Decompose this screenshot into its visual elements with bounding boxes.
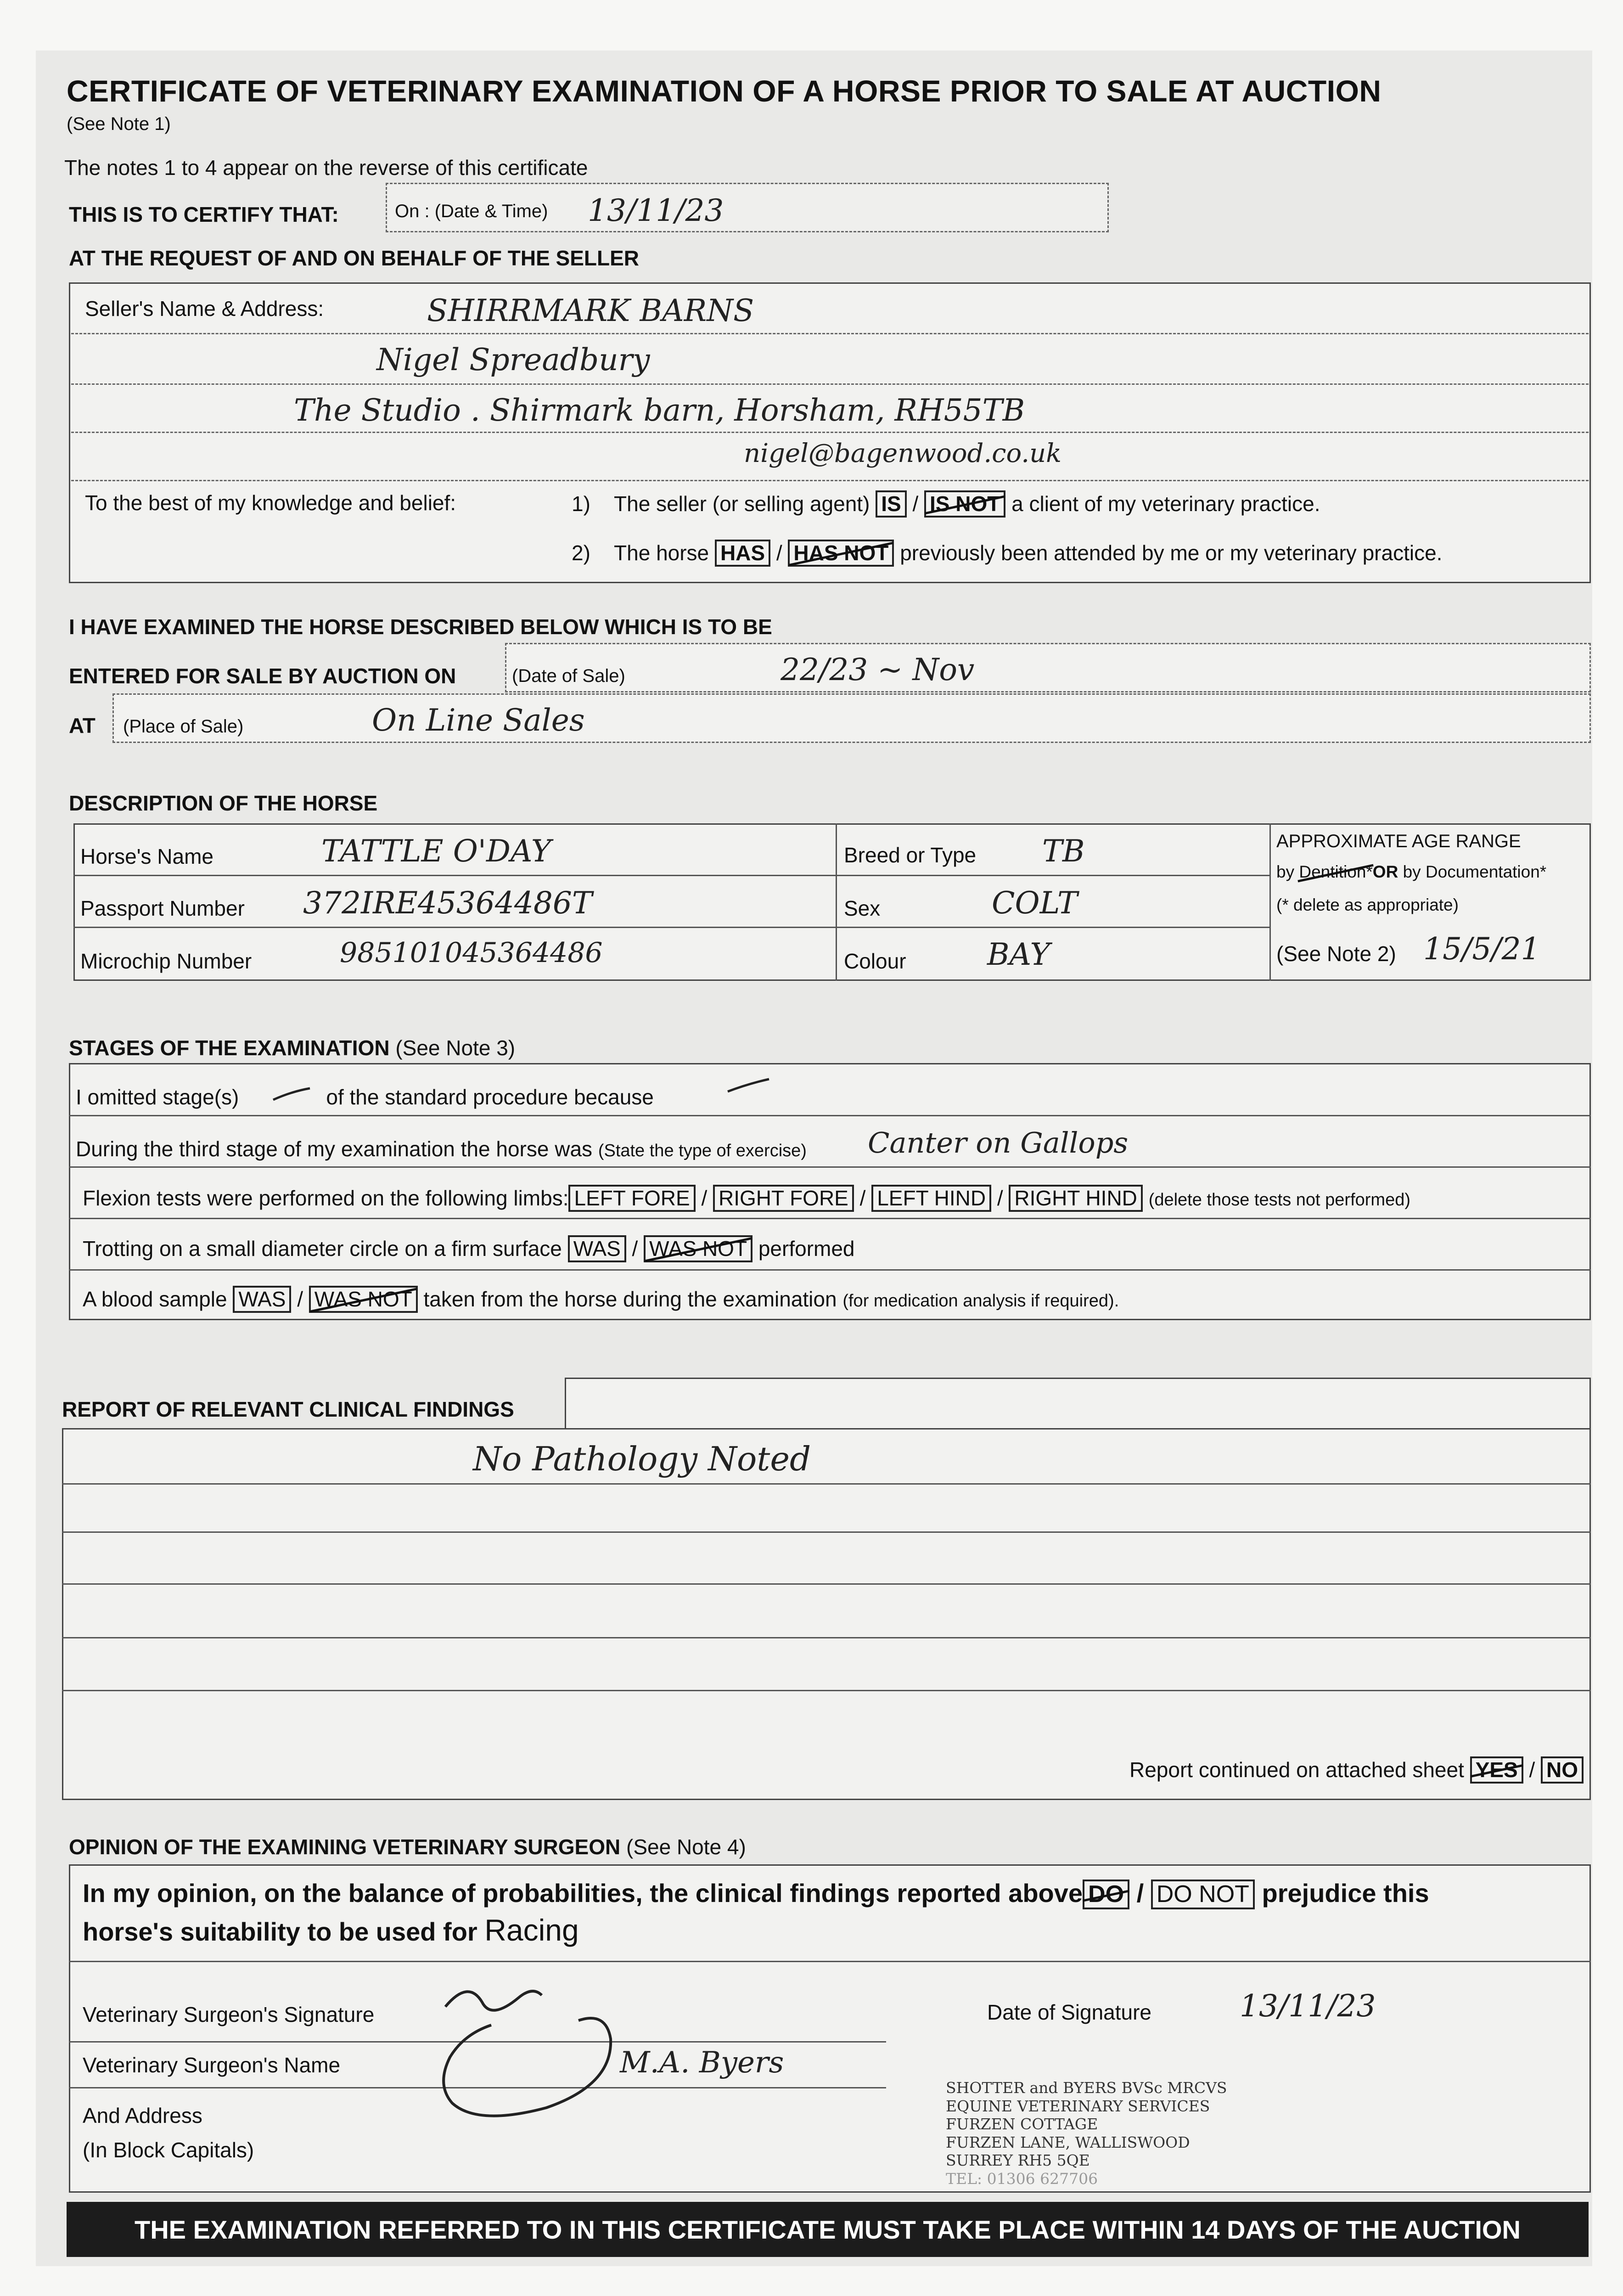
- exercise-value: Canter on Gallops: [868, 1126, 1129, 1159]
- address-label: And Address: [83, 2104, 202, 2127]
- exam-date-value: 13/11/23: [588, 193, 724, 228]
- left-fore-option[interactable]: LEFT FORE: [568, 1185, 695, 1212]
- microchip-value: 985101045364486: [340, 937, 603, 969]
- date-of-sale-value: 22/23 ~ Nov: [781, 652, 975, 687]
- place-of-sale-label: (Place of Sale): [123, 716, 244, 737]
- block-capitals-note: (In Block Capitals): [83, 2138, 254, 2162]
- colour-value: BAY: [987, 937, 1050, 972]
- opinion-line-2: horse's suitability to be used for Racing: [83, 1913, 579, 1947]
- certify-label: THIS IS TO CERTIFY THAT:: [69, 203, 339, 226]
- report-heading: REPORT OF RELEVANT CLINICAL FINDINGS: [62, 1397, 514, 1421]
- date-of-sale-field[interactable]: [505, 643, 1591, 692]
- left-hind-option[interactable]: LEFT HIND: [871, 1185, 991, 1212]
- blood-sample-row: A blood sample WAS / WAS NOT taken from the horse during the examination (for medication analysis if required).: [83, 1286, 1119, 1313]
- sex-value: COLT: [992, 885, 1078, 921]
- is-not-option[interactable]: IS NOT: [924, 490, 1005, 518]
- footer-banner: THE EXAMINATION REFERRED TO IN THIS CERTIFICATE MUST TAKE PLACE WITHIN 14 DAYS OF THE AUCTION: [67, 2202, 1589, 2257]
- breed-label: Breed or Type: [844, 843, 977, 867]
- trot-was-not-option[interactable]: WAS NOT: [644, 1235, 753, 1262]
- seller-name: SHIRRMARK BARNS: [427, 293, 754, 328]
- opinion-do-not-option[interactable]: DO NOT: [1151, 1880, 1255, 1909]
- notes-line: The notes 1 to 4 appear on the reverse of this certificate: [64, 156, 588, 180]
- microchip-label: Microchip Number: [80, 949, 252, 973]
- passport-label: Passport Number: [80, 896, 245, 920]
- age-note: (* delete as appropriate): [1276, 895, 1459, 914]
- opinion-do-option[interactable]: DO: [1083, 1880, 1129, 1909]
- sex-label: Sex: [844, 896, 881, 920]
- age-value: 15/5/21: [1423, 931, 1540, 967]
- trot-was-option[interactable]: WAS: [568, 1235, 626, 1262]
- report-continued: Report continued on attached sheet YES / NO: [1129, 1756, 1584, 1784]
- intended-use-value: Racing: [484, 1913, 579, 1947]
- breed-value: TB: [1042, 833, 1085, 869]
- knowledge-label: To the best of my knowledge and belief:: [85, 491, 456, 515]
- colour-label: Colour: [844, 949, 906, 973]
- vet-name-label: Veterinary Surgeon's Name: [83, 2053, 341, 2077]
- opinion-statement: In my opinion, on the balance of probabilities, the clinical findings reported above DO / DO NOT prejudice this: [83, 1878, 1429, 1909]
- on-date-label: On : (Date & Time): [395, 201, 548, 221]
- place-of-sale-field[interactable]: [112, 693, 1591, 743]
- request-label: AT THE REQUEST OF AND ON BEHALF OF THE SELLER: [69, 246, 639, 270]
- seller-label: Seller's Name & Address:: [85, 297, 324, 321]
- at-label: AT: [69, 714, 95, 737]
- statement-2: 2) The horse HAS / HAS NOT previously been attended by me or my veterinary practice.: [572, 540, 1442, 567]
- date-of-sale-label: (Date of Sale): [512, 666, 625, 686]
- has-option[interactable]: HAS: [715, 540, 770, 567]
- seller-address: The Studio . Shirmark barn, Horsham, RH55TB: [294, 393, 1025, 428]
- has-not-option[interactable]: HAS NOT: [788, 540, 894, 567]
- vet-name-value: M.A. Byers: [620, 2046, 784, 2080]
- report-heading-box: [565, 1378, 1591, 1428]
- trotting-row: Trotting on a small diameter circle on a firm surface WAS / WAS NOT performed: [83, 1235, 855, 1262]
- age-method: by Dentition*OR by Documentation*: [1276, 862, 1547, 881]
- blood-was-not-option[interactable]: WAS NOT: [309, 1286, 418, 1313]
- description-heading: DESCRIPTION OF THE HORSE: [69, 791, 378, 815]
- right-hind-option[interactable]: RIGHT HIND: [1009, 1185, 1143, 1212]
- vet-signature: [427, 1970, 643, 2126]
- entered-label: ENTERED FOR SALE BY AUCTION ON: [69, 664, 456, 688]
- is-option[interactable]: IS: [876, 490, 906, 518]
- examined-label: I HAVE EXAMINED THE HORSE DESCRIBED BELOW WHICH IS TO BE: [69, 615, 772, 639]
- flexion-row: Flexion tests were performed on the following limbs: LEFT FORE / RIGHT FORE / LEFT HIND / RIGHT HIND (delete those tests not performed): [83, 1185, 1410, 1212]
- statement-1: 1) The seller (or selling agent) IS / IS NOT a client of my veterinary practice.: [572, 490, 1320, 518]
- age-heading: APPROXIMATE AGE RANGE: [1276, 831, 1521, 851]
- seller-contact: Nigel Spreadbury: [376, 342, 650, 377]
- third-stage-text: During the third stage of my examination the horse was (State the type of exercise): [76, 1137, 807, 1161]
- report-no-option[interactable]: NO: [1541, 1756, 1584, 1784]
- report-yes-option[interactable]: YES: [1470, 1756, 1523, 1784]
- practice-stamp: SHOTTER and BYERS BVSc MRCVS EQUINE VETERINARY SERVICES FURZEN COTTAGE FURZEN LANE, WALLISWOOD SURREY RH5 5QE TEL: 01306 627706: [946, 2079, 1227, 2188]
- certificate-title: CERTIFICATE OF VETERINARY EXAMINATION OF A HORSE PRIOR TO SALE AT AUCTION: [67, 74, 1382, 108]
- signature-label: Veterinary Surgeon's Signature: [83, 2003, 375, 2026]
- signature-date-label: Date of Signature: [987, 2000, 1152, 2024]
- horse-name-value: TATTLE O'DAY: [321, 833, 551, 869]
- seller-email: nigel@bagenwood.co.uk: [744, 439, 1062, 468]
- omitted-stages-text: I omitted stage(s) of the standard procedure because: [76, 1085, 654, 1109]
- stages-heading: STAGES OF THE EXAMINATION (See Note 3): [69, 1036, 516, 1060]
- horse-name-label: Horse's Name: [80, 844, 213, 868]
- age-see-note: (See Note 2): [1276, 942, 1396, 966]
- opinion-heading: OPINION OF THE EXAMINING VETERINARY SURGEON (See Note 4): [69, 1835, 746, 1859]
- place-of-sale-value: On Line Sales: [372, 703, 585, 738]
- see-note-1: (See Note 1): [67, 114, 171, 134]
- passport-value: 372IRE45364486T: [303, 885, 592, 921]
- blood-was-option[interactable]: WAS: [233, 1286, 291, 1313]
- right-fore-option[interactable]: RIGHT FORE: [713, 1185, 854, 1212]
- omitted-dash-mark: [271, 1086, 312, 1104]
- reason-dash-mark: [725, 1077, 771, 1095]
- signature-date-value: 13/11/23: [1240, 1988, 1376, 2024]
- report-findings-value: No Pathology Noted: [473, 1440, 811, 1478]
